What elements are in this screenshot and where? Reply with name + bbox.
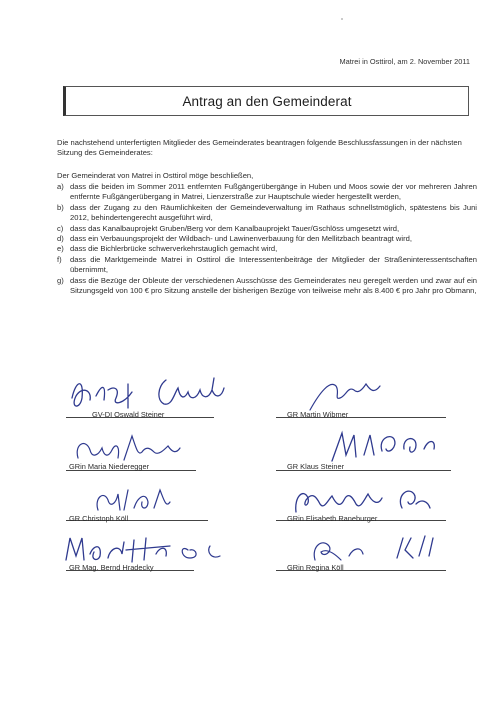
signatory-name: GRin Elisabeth Raneburger	[287, 514, 378, 523]
motion-item	[57, 244, 477, 254]
motion-item	[57, 224, 477, 234]
motions-list	[57, 182, 477, 296]
title-box	[63, 86, 469, 116]
motion-label: a)	[57, 182, 64, 191]
motion-label: d)	[57, 234, 64, 244]
dateline: Matrei in Osttirol, am 2. November 2011	[339, 57, 470, 66]
motion-label: c)	[57, 223, 64, 233]
motion-text: dass das Kanalbauprojekt Gruben/Berg vor dem Kanalbauprojekt Tauer/Gschlöss umgesetzt wird,	[70, 223, 400, 233]
signatory-name: GR Christoph Köll	[69, 514, 129, 523]
motion-label: e)	[57, 244, 64, 254]
motion-label: b)	[57, 202, 64, 212]
motion-text: dass der Zugang zu den Räumlichkeiten der Gemeindeverwaltung im Rathaus schnellstmöglich, spätestens bis Juni 2012, behindertengerecht ausgeführt wird,	[70, 202, 477, 223]
signature-klaus-steiner	[324, 425, 464, 470]
motion-text: dass die beiden im Sommer 2011 entfernten Fußgängerübergänge in Huben und Moos sowie der vor mehreren Jahren entfernte Fußgängerübergang in Matrei, Lienzerstraße zur Hauptschule wieder hergestellt werden,	[70, 182, 477, 202]
motion-item	[57, 234, 477, 244]
motion-item	[57, 276, 477, 297]
motion-item	[57, 255, 477, 276]
signatory-name: GRin Regina Köll	[287, 563, 344, 572]
motion-label: g)	[57, 275, 64, 285]
motion-item	[57, 203, 477, 224]
signatory-name: GR Mag. Bernd Hradecky	[69, 563, 154, 572]
signatory-name: GR Martin Wibmer	[287, 410, 349, 419]
lead-sentence: Der Gemeinderat von Matrei in Osttirol möge beschließen,	[57, 171, 254, 180]
motion-text: dass die Bezüge der Obleute der verschiedenen Ausschüsse des Gemeinderates neu geregelt werden und zwar auf ein Sitzungsgeld von 100 € pro Sitzung anstelle der bisherigen Bezüge von teilweise mehr als 8.400 € pro Jahr pro Obmann,	[70, 275, 477, 296]
signatory-name: GR Klaus Steiner	[287, 462, 345, 471]
motion-text: dass die Bichlerbrücke schwerverkehrstauglich gemacht wird,	[70, 244, 278, 254]
scan-speck	[341, 18, 343, 20]
motion-text: dass ein Verbauungsprojekt der Wildbach- und Lawinenverbauung für den Mellitzbach beantragt wird,	[70, 234, 412, 244]
motion-text: dass die Marktgemeinde Matrei in Osttirol die Interessentenbeiträge der Mitglieder der Straßeninteressentschaften übernimmt,	[70, 254, 477, 275]
motion-item	[57, 182, 477, 203]
signatory-name: GRin Maria Niederegger	[69, 462, 150, 471]
intro-paragraph: Die nachstehend unterfertigten Mitglieder des Gemeinderates beantragen folgende Beschlussfassungen in der nächsten Sitzung des Gemeinderates:	[57, 138, 462, 158]
motion-label: f)	[57, 254, 62, 264]
signature-christoph-koell	[88, 480, 178, 518]
document-title: Antrag an den Gemeinderat	[182, 93, 352, 109]
signatory-name: GV-DI Oswald Steiner	[92, 410, 165, 419]
